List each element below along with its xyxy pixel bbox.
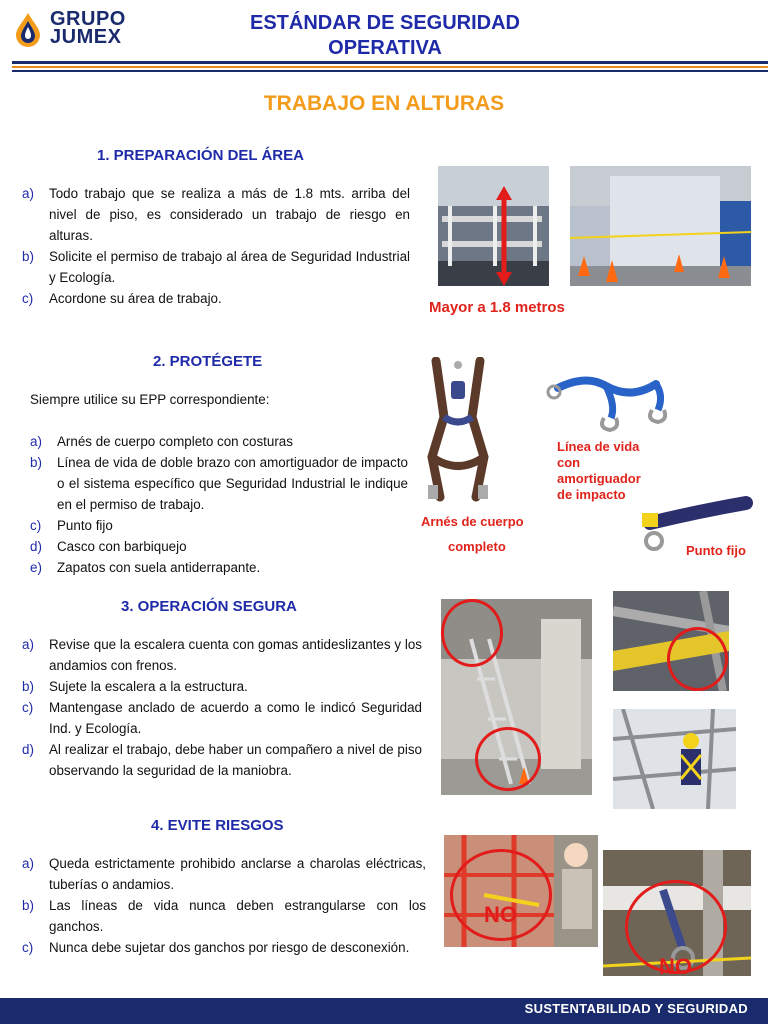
photo-anchor-point: [613, 591, 729, 691]
list-item: c) Acordone su área de trabajo.: [22, 291, 222, 306]
section2-list: [30, 431, 408, 578]
header-title-line2: OPERATIVA: [328, 37, 442, 59]
header-rule-blue: [12, 61, 768, 64]
harness-icon: [418, 357, 498, 507]
list-item: e) Zapatos con suela antiderrapante.: [30, 560, 261, 575]
header-rule-orange: [12, 66, 768, 68]
photo-ladder: [441, 599, 592, 795]
photo-scaffold-worker: [613, 709, 736, 809]
footer-text: SUSTENTABILIDAD Y SEGURIDAD: [524, 1001, 748, 1016]
highlight-circle: [475, 727, 541, 791]
caption-lanyard-2: con: [557, 455, 581, 470]
section1-list: [22, 183, 410, 309]
list-item: d) Al realizar el trabajo, debe haber un compañero a nivel de piso observando la seguridad de la maniobra.: [22, 742, 422, 778]
logo-line1: GRUPO: [50, 8, 126, 30]
caption-height: Mayor a 1.8 metros: [429, 299, 565, 316]
list-item: a) Queda estrictamente prohibido anclarse a charolas eléctricas, tuberías o andamios.: [22, 856, 426, 892]
header-title-line1: ESTÁNDAR DE SEGURIDAD: [249, 12, 521, 34]
list-item: b) Solicite el permiso de trabajo al área de Seguridad Industrial y Ecología.: [22, 249, 410, 285]
list-item: b) Las líneas de vida nunca deben estrangularse con los ganchos.: [22, 898, 426, 934]
caption-anchor: Punto fijo: [686, 543, 746, 558]
list-item: c) Punto fijo: [30, 518, 113, 533]
no-label-2: NO: [659, 954, 692, 979]
photo-height-racks: [438, 166, 549, 286]
page-title: TRABAJO EN ALTURAS: [263, 92, 505, 115]
logo-line2: JUMEX: [50, 26, 122, 48]
section3-title: 3. OPERACIÓN SEGURA: [121, 598, 297, 615]
highlight-circle: [441, 599, 503, 667]
section2-title: 2. PROTÉGETE: [153, 353, 263, 370]
jumex-drop-icon: [10, 11, 46, 47]
list-item: d) Casco con barbiquejo: [30, 539, 187, 554]
section3-list: [22, 634, 422, 781]
list-item: b) Sujete la escalera a la estructura.: [22, 679, 248, 694]
highlight-circle: [667, 627, 728, 691]
section4-list: [22, 853, 426, 958]
no-label-1: NO: [484, 902, 517, 927]
header-rule-blue-2: [12, 70, 768, 72]
list-item: a) Revise que la escalera cuenta con gomas antideslizantes y los andamios con frenos.: [22, 637, 422, 673]
list-item: a) Todo trabajo que se realiza a más de 1.8 mts. arriba del nivel de piso, es considerado un trabajo de riesgo en alturas.: [22, 186, 410, 243]
list-item: c) Mantengase anclado de acuerdo a como le indicó Seguridad Ind. y Ecología.: [22, 700, 422, 736]
caption-lanyard-1: Línea de vida: [557, 439, 640, 454]
section2-intro: Siempre utilice su EPP correspondiente:: [30, 392, 270, 407]
caption-lanyard-4: de impacto: [557, 487, 626, 502]
list-item: a) Arnés de cuerpo completo con costuras: [30, 434, 293, 449]
caption-lanyard-3: amortiguador: [557, 471, 641, 486]
caption-harness-2: completo: [448, 539, 506, 554]
list-item: c) Nunca debe sujetar dos ganchos por riesgo de desconexión.: [22, 940, 410, 955]
lanyard-icon: [546, 366, 671, 432]
section1-title: 1. PREPARACIÓN DEL ÁREA: [97, 147, 304, 164]
section4-title: 4. EVITE RIESGOS: [151, 817, 284, 834]
list-item: b) Línea de vida de doble brazo con amortiguador de impacto o el sistema específico que Seguridad Industrial le indique en el permiso de trabajo.: [30, 455, 408, 512]
caption-harness-1: Arnés de cuerpo: [421, 514, 524, 529]
photo-bad-anchor-scaffold: [444, 835, 598, 947]
photo-cordoned-area: [570, 166, 751, 286]
